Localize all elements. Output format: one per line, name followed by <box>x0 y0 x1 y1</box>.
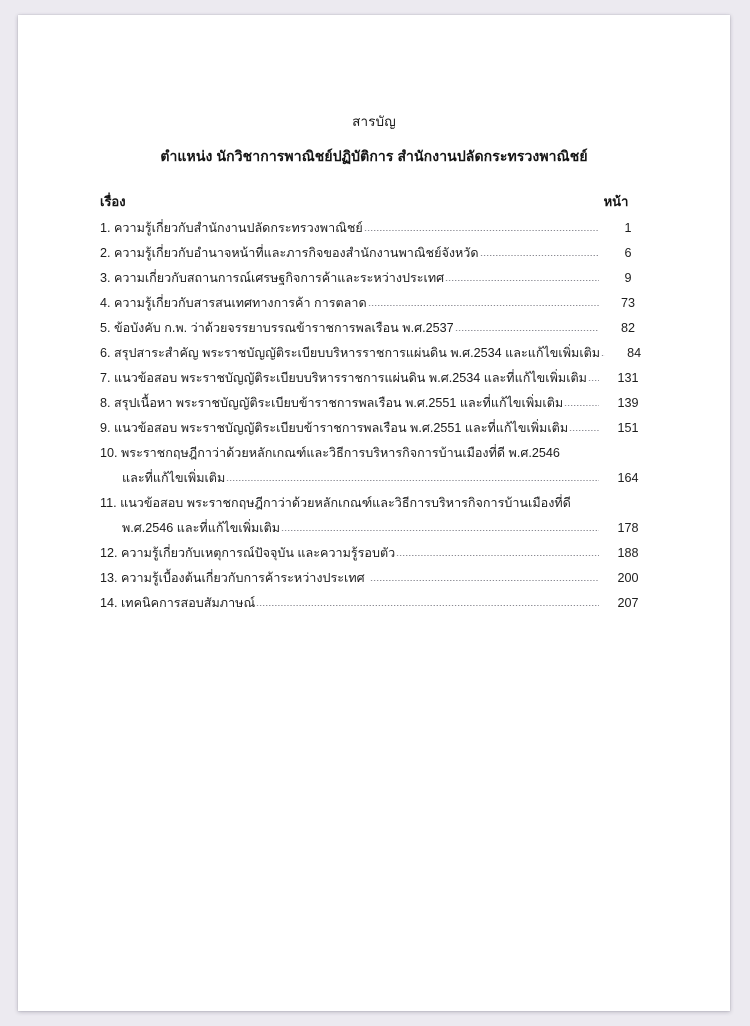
toc-entry[interactable] <box>100 593 652 618</box>
toc-entry[interactable] <box>100 318 652 343</box>
page-subtitle: ตำแหน่ง นักวิชาการพาณิชย์ปฏิบัติการ สำนักงานปลัดกระทรวงพาณิชย์ <box>160 148 588 164</box>
toc-entry-label: 4. ความรู้เกี่ยวกับสารสนเทศทางการค้า การตลาด <box>100 296 367 310</box>
dot-leader <box>226 480 599 481</box>
toc-entry[interactable] <box>100 293 652 318</box>
toc-entry[interactable] <box>100 518 652 543</box>
dot-leader <box>601 355 605 356</box>
table-of-contents <box>100 218 652 618</box>
dot-leader <box>370 580 599 581</box>
toc-entry-label: 14. เทคนิคการสอบสัมภาษณ์ <box>100 596 256 610</box>
toc-entry[interactable] <box>100 243 652 268</box>
toc-entry-label: 9. แนวข้อสอบ พระราชบัญญัติระเบียบข้าราชการพลเรือน พ.ศ.2551 และที่แก้ไขเพิ่มเติม <box>100 421 569 435</box>
toc-entry-page-number: 139 <box>617 396 639 410</box>
toc-entry-page-number: 9 <box>624 271 632 285</box>
toc-entry-label: 12. ความรู้เกี่ยวกับเหตุการณ์ปัจจุบัน และความรู้รอบตัว <box>100 546 396 560</box>
column-header-page: หน้า <box>603 194 629 209</box>
toc-entry-label: พ.ศ.2546 และที่แก้ไขเพิ่มเติม <box>122 521 281 535</box>
toc-entry-page-number: 164 <box>617 471 639 485</box>
dot-leader <box>572 505 599 506</box>
dot-leader <box>396 555 599 556</box>
toc-entry[interactable] <box>100 418 652 443</box>
toc-entry-page-number: 200 <box>617 571 639 585</box>
dot-leader <box>564 405 599 406</box>
toc-entry[interactable] <box>100 393 652 418</box>
toc-entry-label: 11. แนวข้อสอบ พระราชกฤษฎีกาว่าด้วยหลักเกณฑ์และวิธีการบริหารกิจการบ้านเมืองที่ดี <box>100 496 571 510</box>
dot-leader <box>281 530 599 531</box>
toc-entry[interactable] <box>100 218 652 243</box>
toc-entry-page-number: 151 <box>617 421 639 435</box>
toc-entry-page-number: 188 <box>617 546 639 560</box>
toc-entry-label: 2. ความรู้เกี่ยวกับอำนาจหน้าที่และภารกิจของสำนักงานพาณิชย์จังหวัด <box>100 246 479 260</box>
dot-leader <box>561 455 599 456</box>
toc-entry-label: 3. ความเกี่ยวกับสถานการณ์เศรษฐกิจการค้าและระหว่างประเทศ <box>100 271 445 285</box>
toc-entry[interactable] <box>100 368 652 393</box>
toc-entry-page-number: 178 <box>617 521 639 535</box>
page-content <box>18 15 730 1011</box>
toc-entry-page-number: 82 <box>620 321 635 335</box>
dot-leader <box>480 255 599 256</box>
toc-entry-label: 7. แนวข้อสอบ พระราชบัญญัติระเบียบบริหารราชการแผ่นดิน พ.ศ.2534 และที่แก้ไขเพิ่มเติม <box>100 371 587 385</box>
toc-entry-page-number: 131 <box>617 371 639 385</box>
toc-entry-label: 1. ความรู้เกี่ยวกับสำนักงานปลัดกระทรวงพาณิชย์ <box>100 221 363 235</box>
page-title: สารบัญ <box>352 114 396 129</box>
toc-entry-label: 10. พระราชกฤษฎีกาว่าด้วยหลักเกณฑ์และวิธีการบริหารกิจการบ้านเมืองที่ดี พ.ศ.2546 <box>100 446 560 460</box>
document-page <box>18 15 730 1011</box>
toc-entry-page-number: 6 <box>624 246 632 260</box>
toc-entry-page-number: 207 <box>617 596 639 610</box>
dot-leader <box>455 330 599 331</box>
toc-entry-label: 13. ความรู้เบื้องต้นเกี่ยวกับการค้าระหว่างประเทศ <box>100 571 365 585</box>
column-header-topic: เรื่อง <box>100 194 126 209</box>
toc-entry[interactable] <box>100 493 652 518</box>
toc-entry-label: และที่แก้ไขเพิ่มเติม <box>122 471 226 485</box>
toc-entry[interactable] <box>100 443 652 468</box>
toc-entry[interactable] <box>100 268 652 293</box>
dot-leader <box>256 605 599 606</box>
dot-leader <box>445 280 599 281</box>
toc-entry[interactable] <box>100 568 652 593</box>
toc-entry[interactable] <box>100 468 652 493</box>
toc-entry[interactable] <box>100 543 652 568</box>
toc-entry-label: 5. ข้อบังคับ ก.พ. ว่าด้วยจรรยาบรรณข้าราชการพลเรือน พ.ศ.2537 <box>100 321 454 335</box>
toc-entry-label: 6. สรุปสาระสำคัญ พระราชบัญญัติระเบียบบริหารราชการแผ่นดิน พ.ศ.2534 และแก้ไขเพิ่มเติม <box>100 346 601 360</box>
toc-entry-page-number: 84 <box>627 346 642 360</box>
dot-leader <box>569 430 599 431</box>
dot-leader <box>368 305 599 306</box>
toc-entry-page-number: 1 <box>624 221 632 235</box>
toc-entry-page-number: 73 <box>620 296 635 310</box>
toc-entry[interactable] <box>100 343 652 368</box>
toc-entry-label: 8. สรุปเนื้อหา พระราชบัญญัติระเบียบข้าราชการพลเรือน พ.ศ.2551 และที่แก้ไขเพิ่มเติม <box>100 396 564 410</box>
dot-leader <box>364 230 599 231</box>
dot-leader <box>588 380 599 381</box>
